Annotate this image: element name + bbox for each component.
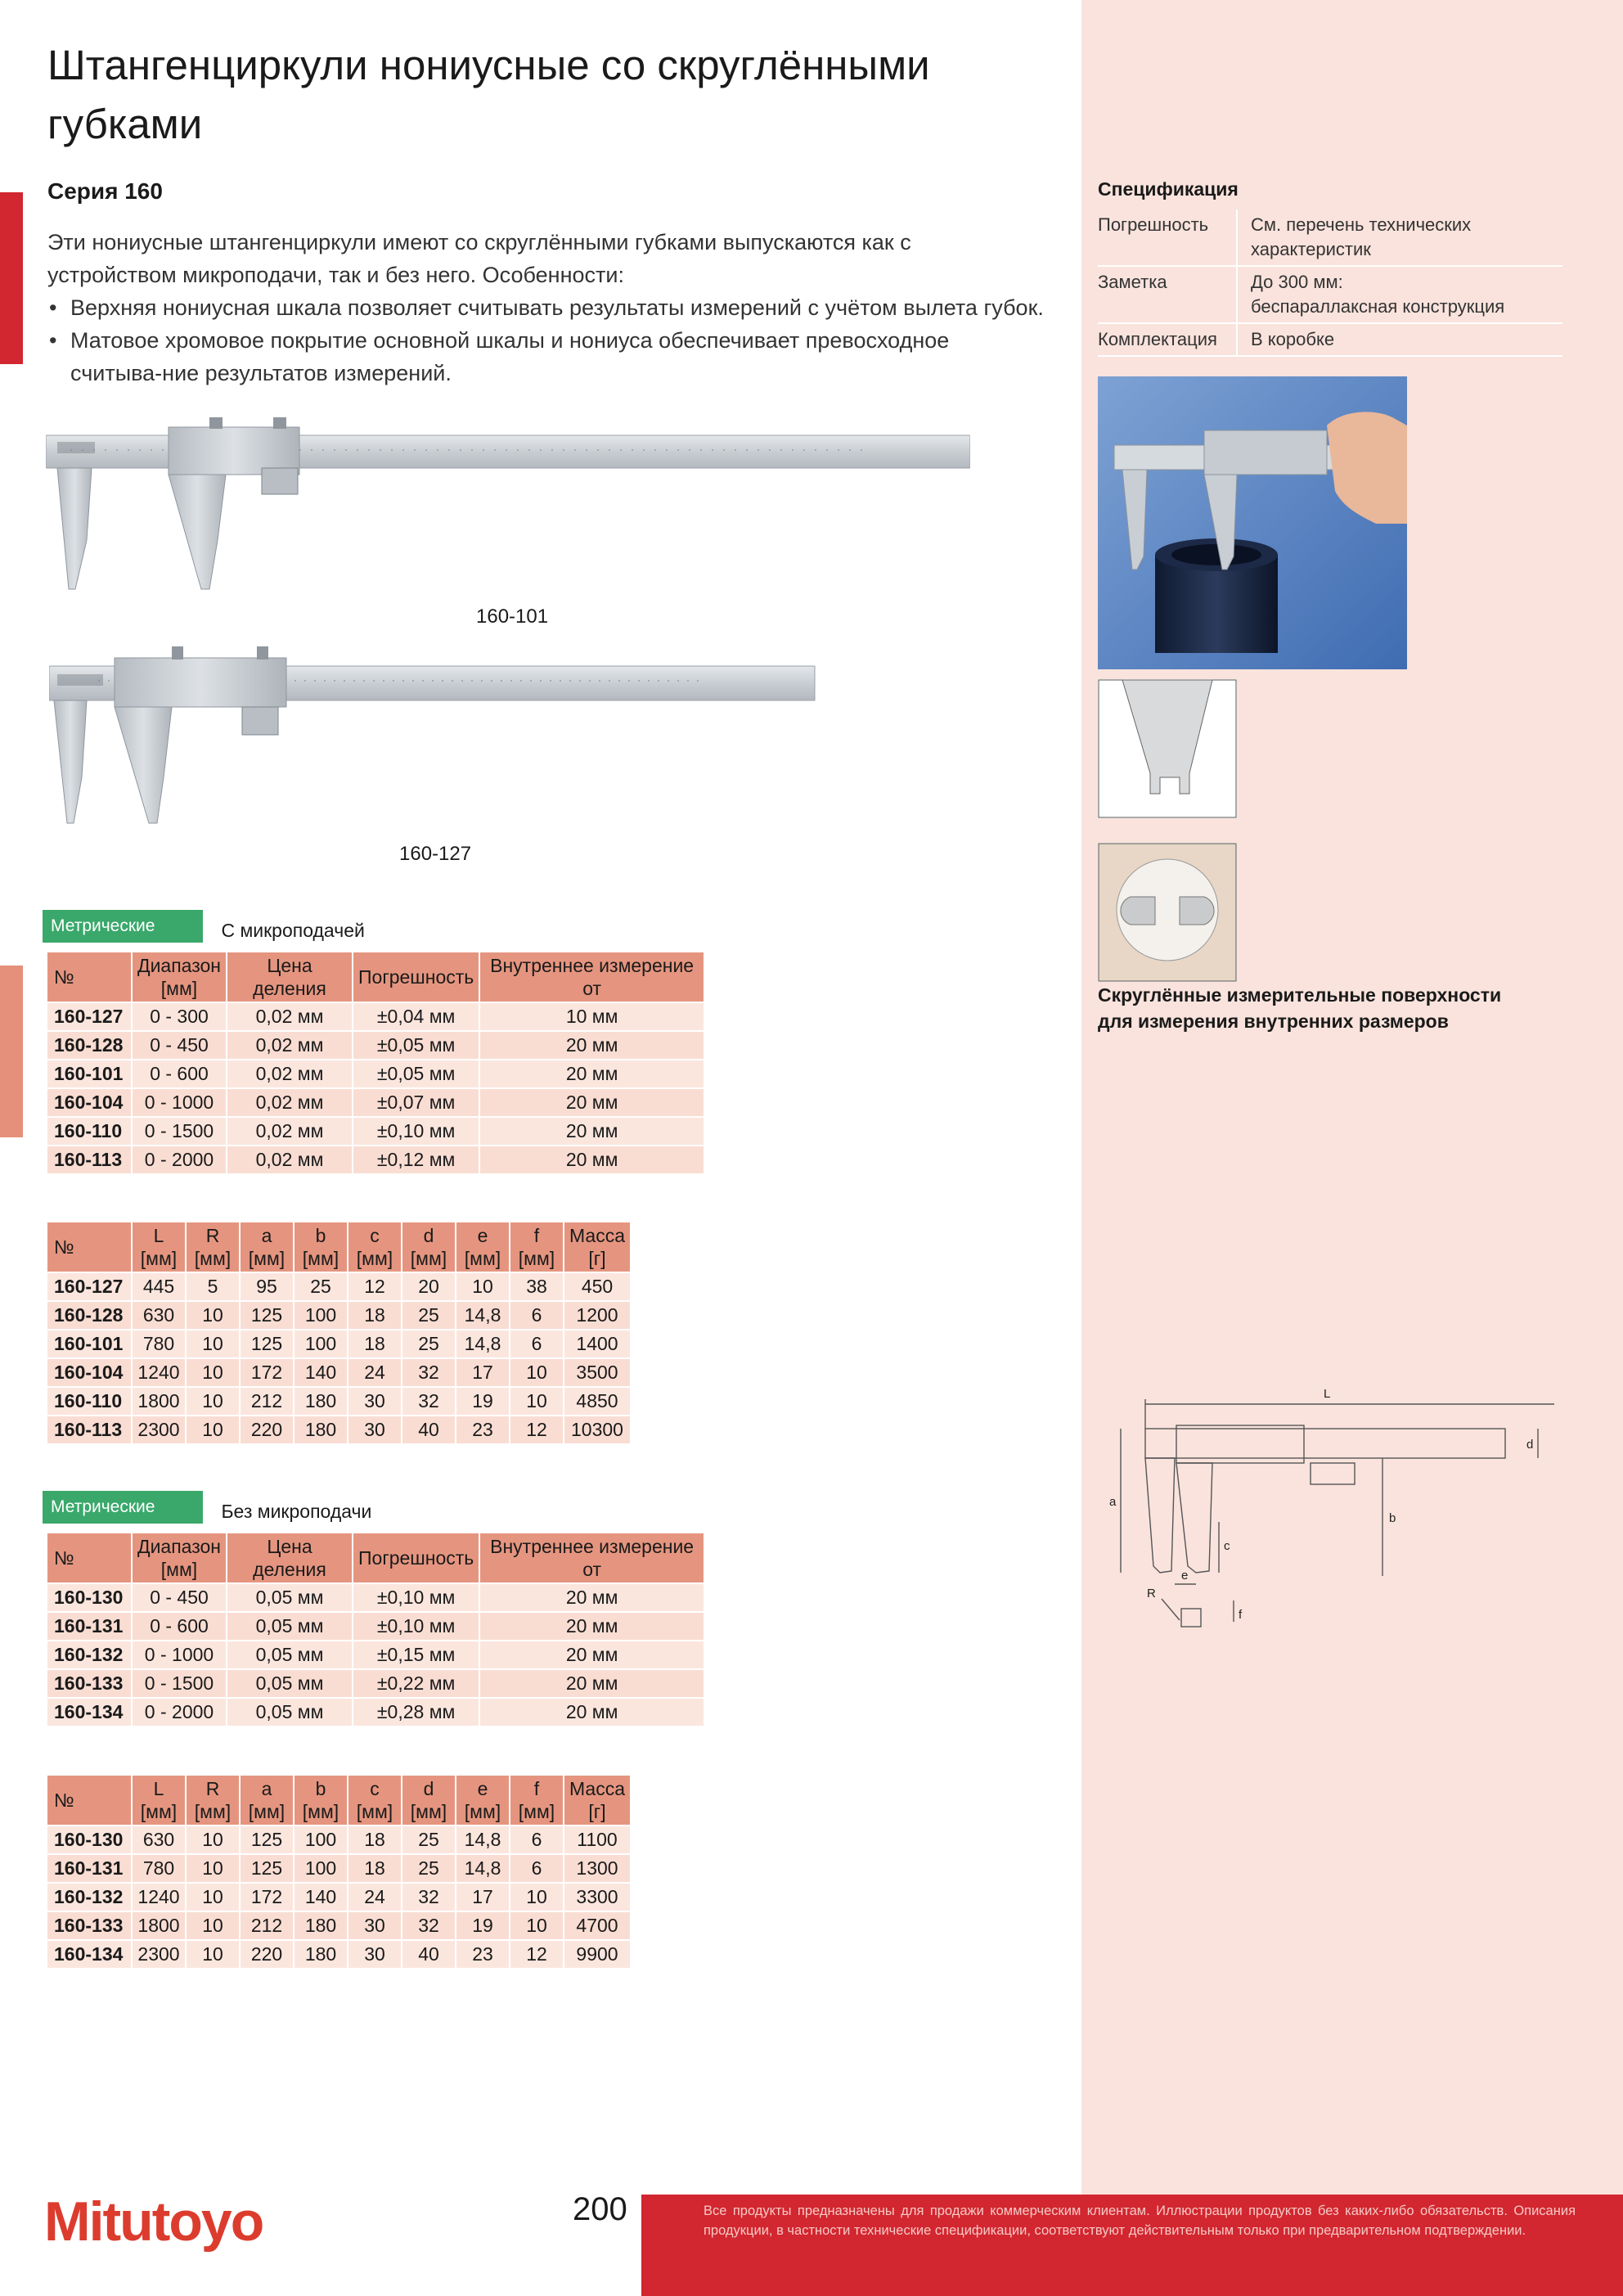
cell: 10 [186, 1854, 240, 1883]
cell: 160-110 [47, 1387, 132, 1416]
cell: 125 [240, 1826, 294, 1854]
cell: 20 мм [479, 1583, 704, 1612]
cell: 180 [294, 1387, 348, 1416]
cell: 160-133 [47, 1911, 132, 1940]
cell: 160-113 [47, 1416, 132, 1444]
cell: 160-132 [47, 1641, 132, 1669]
cell: 445 [132, 1272, 186, 1301]
col-header: d [мм] [402, 1775, 456, 1826]
cell: 160-110 [47, 1117, 132, 1146]
cell: 0,05 мм [227, 1612, 353, 1641]
cell: 160-131 [47, 1612, 132, 1641]
cell: 10 [186, 1301, 240, 1330]
mitutoyo-logo: Mitutoyo [44, 2190, 263, 2253]
cell: 18 [348, 1330, 402, 1358]
image-caption-160-101: 160-101 [476, 606, 549, 628]
cell: 25 [402, 1826, 456, 1854]
diagram-label-d: d [1526, 1438, 1534, 1452]
cell: 40 [402, 1940, 456, 1969]
cell: 10 [510, 1911, 564, 1940]
col-header: Масса [г] [564, 1775, 631, 1826]
spec-table-with-microfeed [46, 951, 705, 1175]
cell: 160-131 [47, 1854, 132, 1883]
col-header: Цена деления [227, 952, 353, 1002]
rounded-surfaces-detail-figure [1098, 843, 1237, 982]
cell: 0,05 мм [227, 1698, 353, 1727]
cell: 0 - 1500 [132, 1669, 227, 1698]
feature-item: • Верхняя нониусная шкала позволяет считывать результаты измерений с учётом вылета губок. [47, 291, 1045, 324]
spec-value-line: характеристик [1251, 239, 1371, 259]
cell: 6 [510, 1330, 564, 1358]
cell: 10 [186, 1416, 240, 1444]
section-header-with-microfeed [43, 910, 365, 943]
cell: ±0,07 мм [353, 1088, 479, 1117]
cell: 32 [402, 1387, 456, 1416]
cell: 125 [240, 1330, 294, 1358]
table-row [47, 1669, 704, 1698]
cell: 0 - 300 [132, 1002, 227, 1031]
cell: 160-104 [47, 1088, 132, 1117]
cell: 20 мм [479, 1031, 704, 1060]
cell: 1240 [132, 1358, 186, 1387]
col-header: b [мм] [294, 1222, 348, 1272]
table-row [47, 1854, 631, 1883]
feature-list [47, 291, 1045, 389]
caliper-160-101-image [46, 417, 970, 597]
cell: 160-128 [47, 1301, 132, 1330]
cell: 0,02 мм [227, 1146, 353, 1174]
cell: 1200 [564, 1301, 631, 1330]
col-header: Погрешность [353, 952, 479, 1002]
table-row [47, 1883, 631, 1911]
cell: 160-101 [47, 1330, 132, 1358]
side-marker-pink [0, 966, 23, 1137]
diagram-label-e: e [1181, 1569, 1189, 1582]
cell: 180 [294, 1416, 348, 1444]
col-header: Диапазон [мм] [132, 1533, 227, 1583]
col-header: R [мм] [186, 1222, 240, 1272]
cell: 212 [240, 1387, 294, 1416]
table-header-row [47, 1222, 631, 1272]
side-marker-red [0, 192, 23, 364]
cell: 20 мм [479, 1117, 704, 1146]
cell: 630 [132, 1301, 186, 1330]
cell: ±0,05 мм [353, 1031, 479, 1060]
cell: 30 [348, 1387, 402, 1416]
cell: 0,02 мм [227, 1088, 353, 1117]
cell: 160-127 [47, 1272, 132, 1301]
diagram-label-f: f [1239, 1608, 1243, 1622]
table-row [47, 1826, 631, 1854]
cell: ±0,10 мм [353, 1583, 479, 1612]
cell: 160-128 [47, 1031, 132, 1060]
col-header: Диапазон [мм] [132, 952, 227, 1002]
cell: 1400 [564, 1330, 631, 1358]
cell: 220 [240, 1940, 294, 1969]
table-row [47, 1088, 704, 1117]
col-header: Масса [г] [564, 1222, 631, 1272]
cell: 1240 [132, 1883, 186, 1911]
rounded-surfaces-caption [1098, 982, 1523, 1034]
spec-value [1237, 209, 1562, 266]
cell: ±0,22 мм [353, 1669, 479, 1698]
cell: 20 мм [479, 1060, 704, 1088]
feature-item: • Матовое хромовое покрытие основной шкалы и нониуса обеспечивает превосходное считыва-ние результатов измерений. [47, 324, 1045, 389]
spec-table-without-microfeed [46, 1532, 705, 1727]
image-caption-160-127: 160-127 [399, 843, 472, 865]
table-row [47, 1358, 631, 1387]
section-subtitle: Без микроподачи [221, 1501, 372, 1522]
cell: 780 [132, 1854, 186, 1883]
table-row [47, 1911, 631, 1940]
cell: 4700 [564, 1911, 631, 1940]
table-row [47, 1940, 631, 1969]
spec-value [1237, 266, 1562, 323]
cell: 160-132 [47, 1883, 132, 1911]
table-header-row [47, 1775, 631, 1826]
cell: 172 [240, 1358, 294, 1387]
series-label: Серия 160 [47, 178, 163, 204]
spec-title: Спецификация [1098, 178, 1239, 200]
cell: 12 [510, 1940, 564, 1969]
caliper-usage-photo [1098, 376, 1407, 669]
table-row [47, 1272, 631, 1301]
col-header: № [47, 1775, 132, 1826]
cell: 30 [348, 1940, 402, 1969]
spec-value-line: См. перечень технических [1251, 214, 1472, 235]
cell: 1300 [564, 1854, 631, 1883]
cell: 0 - 2000 [132, 1698, 227, 1727]
cell: 18 [348, 1301, 402, 1330]
cell: 0 - 1000 [132, 1641, 227, 1669]
cell: 25 [294, 1272, 348, 1301]
intro-block [47, 226, 1045, 389]
cell: 212 [240, 1911, 294, 1940]
cell: 160-113 [47, 1146, 132, 1174]
cell: 6 [510, 1826, 564, 1854]
section-subtitle: С микроподачей [221, 920, 365, 941]
page-number: 200 [573, 2191, 627, 2227]
col-header: L [мм] [132, 1775, 186, 1826]
cell: 1100 [564, 1826, 631, 1854]
col-header: Погрешность [353, 1533, 479, 1583]
cell: 180 [294, 1940, 348, 1969]
cell: 30 [348, 1911, 402, 1940]
cell: 0 - 450 [132, 1583, 227, 1612]
cell: 630 [132, 1826, 186, 1854]
col-header: № [47, 1533, 132, 1583]
table-row [47, 1031, 704, 1060]
cell: 10 [186, 1940, 240, 1969]
col-header: a [мм] [240, 1775, 294, 1826]
cell: ±0,12 мм [353, 1146, 479, 1174]
spec-row [1098, 266, 1562, 323]
cell: 25 [402, 1854, 456, 1883]
caption-line: Скруглённые измерительные поверхности [1098, 984, 1502, 1006]
spec-table [1098, 209, 1562, 357]
cell: 25 [402, 1301, 456, 1330]
col-header: f [мм] [510, 1222, 564, 1272]
cell: ±0,28 мм [353, 1698, 479, 1727]
cell: 5 [186, 1272, 240, 1301]
section-header-without-microfeed [43, 1491, 371, 1524]
cell: 10 [186, 1387, 240, 1416]
cell: 6 [510, 1301, 564, 1330]
cell: 14,8 [456, 1330, 510, 1358]
cell: 0 - 2000 [132, 1146, 227, 1174]
cell: 0,02 мм [227, 1031, 353, 1060]
cell: 10 [186, 1330, 240, 1358]
cell: 32 [402, 1911, 456, 1940]
cell: 20 мм [479, 1146, 704, 1174]
cell: 10 [510, 1358, 564, 1387]
cell: 14,8 [456, 1301, 510, 1330]
cell: 1800 [132, 1387, 186, 1416]
cell: 32 [402, 1883, 456, 1911]
table-row [47, 1117, 704, 1146]
cell: 20 мм [479, 1669, 704, 1698]
cell: 180 [294, 1911, 348, 1940]
table-row [47, 1416, 631, 1444]
metric-tag: Метрические [43, 1491, 203, 1524]
caliper-dimension-diagram [1096, 1383, 1554, 1677]
cell: 160-134 [47, 1698, 132, 1727]
table-row [47, 1387, 631, 1416]
cell: 10 [456, 1272, 510, 1301]
cell: 3500 [564, 1358, 631, 1387]
cell: 0 - 600 [132, 1060, 227, 1088]
col-header: c [мм] [348, 1775, 402, 1826]
cell: 10 [186, 1911, 240, 1940]
diagram-label-R: R [1147, 1587, 1156, 1600]
cell: 25 [402, 1330, 456, 1358]
cell: 30 [348, 1416, 402, 1444]
cell: 3300 [564, 1883, 631, 1911]
cell: 100 [294, 1854, 348, 1883]
cell: 6 [510, 1854, 564, 1883]
col-header: № [47, 952, 132, 1002]
col-header: a [мм] [240, 1222, 294, 1272]
table-row [47, 1698, 704, 1727]
page-title: Штангенциркули нониусные со скруглёнными губками [47, 42, 930, 147]
cell: 0,05 мм [227, 1641, 353, 1669]
cell: 17 [456, 1883, 510, 1911]
cell: 40 [402, 1416, 456, 1444]
col-header: Цена деления [227, 1533, 353, 1583]
table-row [47, 1641, 704, 1669]
spec-key: Погрешность [1098, 209, 1237, 266]
cell: 140 [294, 1883, 348, 1911]
table-row [47, 1002, 704, 1031]
cell: 19 [456, 1387, 510, 1416]
cell: 9900 [564, 1940, 631, 1969]
cell: 0,05 мм [227, 1583, 353, 1612]
cell: 18 [348, 1854, 402, 1883]
table-row [47, 1330, 631, 1358]
spec-value [1237, 323, 1562, 356]
diagram-label-c: c [1224, 1539, 1230, 1553]
cell: 14,8 [456, 1854, 510, 1883]
cell: 19 [456, 1911, 510, 1940]
col-header: e [мм] [456, 1775, 510, 1826]
col-header: f [мм] [510, 1775, 564, 1826]
spec-row [1098, 323, 1562, 356]
col-header: b [мм] [294, 1775, 348, 1826]
cell: 32 [402, 1358, 456, 1387]
cell: 160-101 [47, 1060, 132, 1088]
spec-value-line: беспараллаксная конструкция [1251, 296, 1505, 317]
cell: 0 - 450 [132, 1031, 227, 1060]
intro-text: Эти нониусные штангенциркули имеют со скруглёнными губками выпускаются как с устройством микроподачи, так и без него. Особенности: [47, 230, 911, 287]
cell: 95 [240, 1272, 294, 1301]
cell: 0 - 1000 [132, 1088, 227, 1117]
cell: ±0,10 мм [353, 1612, 479, 1641]
cell: 100 [294, 1330, 348, 1358]
dimension-table-without-microfeed [46, 1774, 632, 1970]
cell: 160-130 [47, 1826, 132, 1854]
cell: 0,02 мм [227, 1060, 353, 1088]
cell: 0 - 600 [132, 1612, 227, 1641]
col-header: L [мм] [132, 1222, 186, 1272]
cell: 4850 [564, 1387, 631, 1416]
table-row [47, 1612, 704, 1641]
cell: 0 - 1500 [132, 1117, 227, 1146]
cell: 0,02 мм [227, 1002, 353, 1031]
cell: 10 [186, 1358, 240, 1387]
cell: 24 [348, 1883, 402, 1911]
cell: 20 мм [479, 1612, 704, 1641]
cell: 10 [510, 1387, 564, 1416]
dimension-table-with-microfeed [46, 1221, 632, 1445]
table-header-row [47, 1533, 704, 1583]
cell: 100 [294, 1301, 348, 1330]
table-row [47, 1301, 631, 1330]
cell: 18 [348, 1826, 402, 1854]
cell: 160-130 [47, 1583, 132, 1612]
diagram-label-a: a [1109, 1495, 1117, 1509]
col-header: R [мм] [186, 1775, 240, 1826]
cell: 10 [186, 1826, 240, 1854]
col-header: d [мм] [402, 1222, 456, 1272]
cell: 450 [564, 1272, 631, 1301]
col-header: № [47, 1222, 132, 1272]
cell: 10 мм [479, 1002, 704, 1031]
cell: 160-104 [47, 1358, 132, 1387]
cell: 20 мм [479, 1088, 704, 1117]
cell: 2300 [132, 1940, 186, 1969]
diagram-label-L: L [1324, 1387, 1331, 1401]
cell: ±0,15 мм [353, 1641, 479, 1669]
cell: 12 [510, 1416, 564, 1444]
caption-line: для измерения внутренних размеров [1098, 1011, 1449, 1032]
cell: 2300 [132, 1416, 186, 1444]
cell: ±0,04 мм [353, 1002, 479, 1031]
cell: 172 [240, 1883, 294, 1911]
cell: 20 [402, 1272, 456, 1301]
cell: ±0,10 мм [353, 1117, 479, 1146]
caliper-160-127-image [49, 638, 818, 835]
cell: 24 [348, 1358, 402, 1387]
cell: 0,05 мм [227, 1669, 353, 1698]
cell: 12 [348, 1272, 402, 1301]
cell: 14,8 [456, 1826, 510, 1854]
cell: 125 [240, 1854, 294, 1883]
cell: ±0,05 мм [353, 1060, 479, 1088]
col-header: e [мм] [456, 1222, 510, 1272]
table-header-row [47, 952, 704, 1002]
spec-value-line: До 300 мм: [1251, 272, 1343, 292]
cell: 160-133 [47, 1669, 132, 1698]
cell: 1800 [132, 1911, 186, 1940]
cell: 780 [132, 1330, 186, 1358]
cell: 23 [456, 1416, 510, 1444]
col-header: Внутреннее измерение от [479, 1533, 704, 1583]
metric-tag: Метрические [43, 910, 203, 943]
footer-disclaimer: Все продукты предназначены для продажи коммерческим клиентам. Иллюстрации продуктов без каких-либо обязательств. Описания продукции, в частности технические спецификации, соответствуют действительным только при предварительном подтверждении. [704, 2204, 1576, 2238]
col-header: c [мм] [348, 1222, 402, 1272]
cell: 20 мм [479, 1641, 704, 1669]
cell: 125 [240, 1301, 294, 1330]
spec-row [1098, 209, 1562, 266]
cell: 160-134 [47, 1940, 132, 1969]
cell: 160-127 [47, 1002, 132, 1031]
cell: 100 [294, 1826, 348, 1854]
cell: 10300 [564, 1416, 631, 1444]
jaw-detail-figure [1098, 679, 1237, 818]
cell: 140 [294, 1358, 348, 1387]
cell: 38 [510, 1272, 564, 1301]
cell: 20 мм [479, 1698, 704, 1727]
cell: 23 [456, 1940, 510, 1969]
cell: 0,02 мм [227, 1117, 353, 1146]
table-row [47, 1146, 704, 1174]
cell: 17 [456, 1358, 510, 1387]
spec-key: Заметка [1098, 266, 1237, 323]
spec-key: Комплектация [1098, 323, 1237, 356]
diagram-label-b: b [1389, 1511, 1396, 1525]
cell: 220 [240, 1416, 294, 1444]
table-row [47, 1583, 704, 1612]
cell: 10 [510, 1883, 564, 1911]
table-row [47, 1060, 704, 1088]
spec-value-line: В коробке [1251, 329, 1335, 349]
cell: 10 [186, 1883, 240, 1911]
col-header: Внутреннее измерение от [479, 952, 704, 1002]
